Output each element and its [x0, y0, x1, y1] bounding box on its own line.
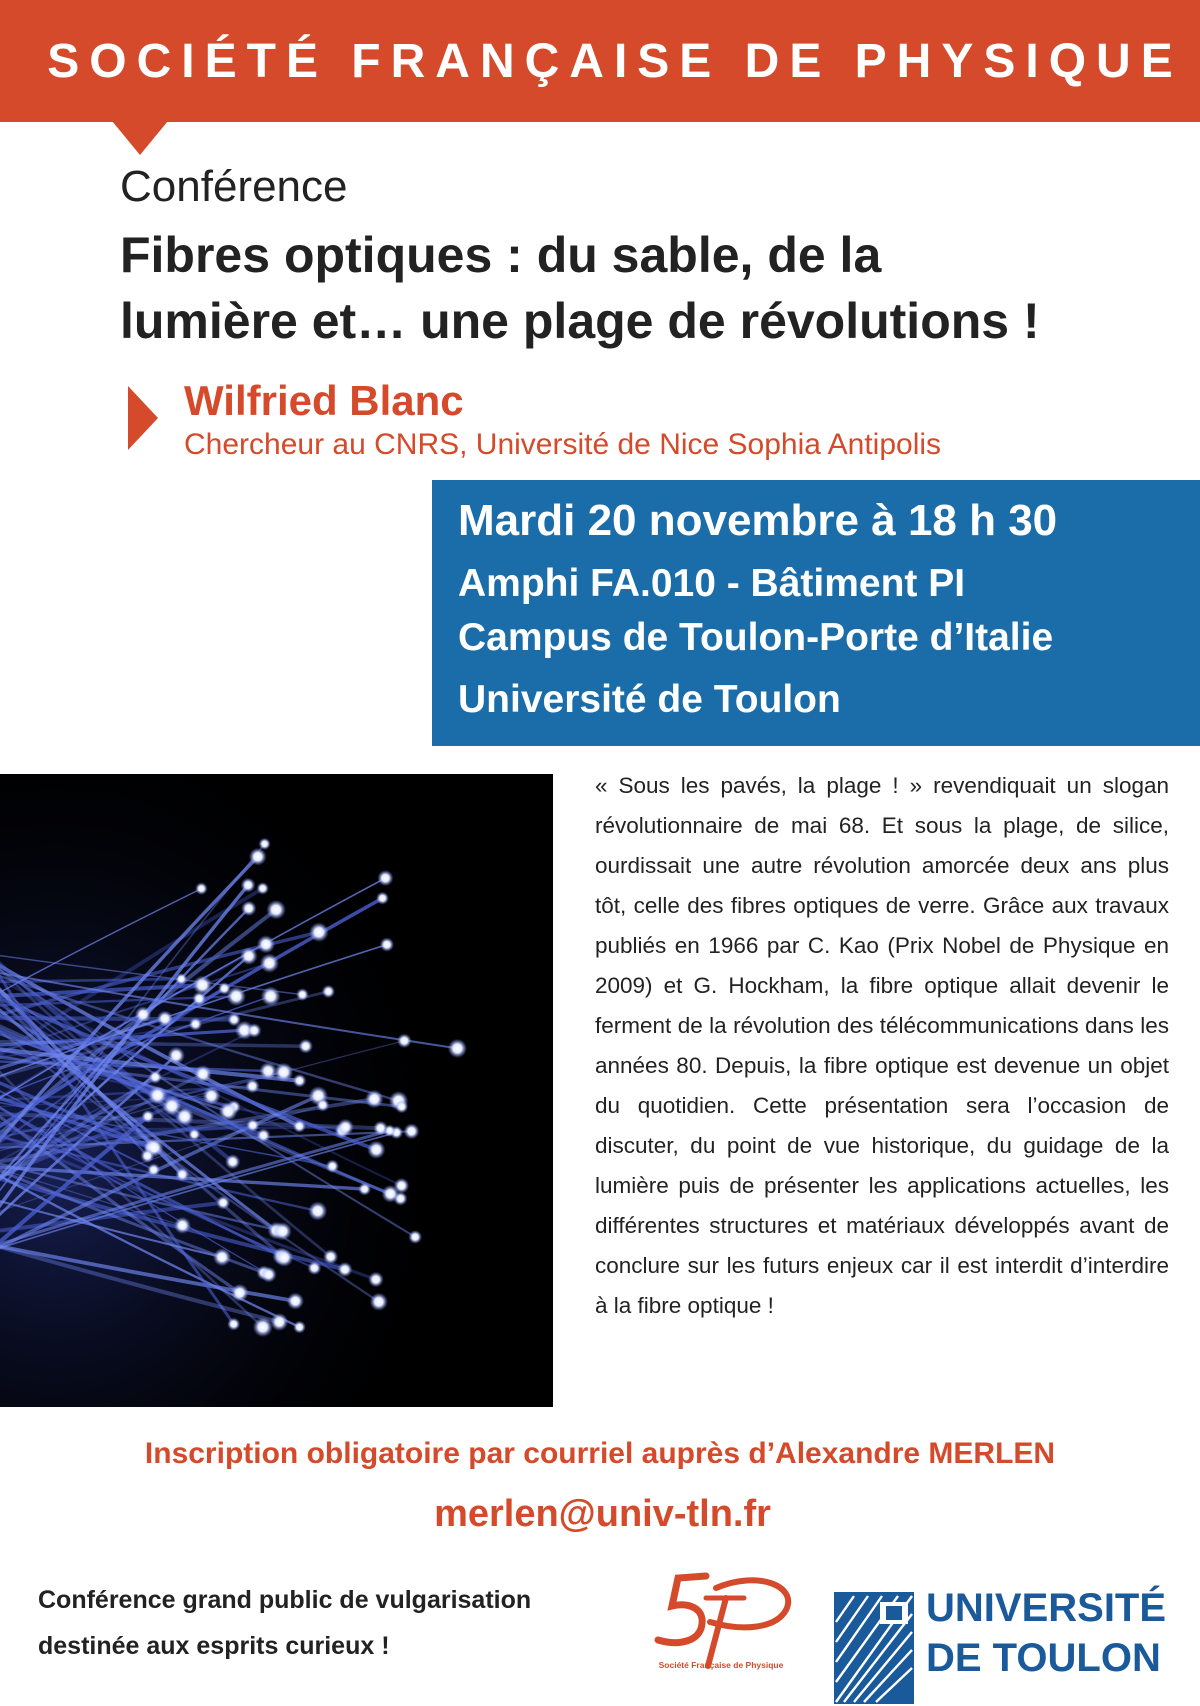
fiber-tip: [380, 937, 394, 951]
fiber-tip: [326, 1160, 339, 1173]
fiber-tip: [216, 1196, 230, 1210]
speaker-affiliation: Chercheur au CNRS, Université de Nice Sophia Antipolis: [184, 428, 942, 461]
fiber-tip: [367, 1141, 385, 1159]
fiber-tip: [368, 1272, 384, 1288]
description-text: « Sous les pavés, la plage ! » revendiquait un slogan révolutionnaire de mai 68. Et sous la plage, de silice, ourdissait une autre révolution amorcée deux ans plus tôt, celle des fibres optiques de verre. Grâce aux travaux publiés en 1966 par C. Kao (Prix Nobel de Physique en 2009) et G. Hockham, la fibre optique allait devenir le ferment de la révolution des télécommunications dans les années 80. Depuis, la fibre optique est devenue un objet du quotidien. Cette présentation sera l’occasion de discuter, du point de vue historique, du guidage de la lumière puis de présenter les applications actuelles, les différentes structures et matériaux développés avant de conclure sur les futurs enjeux car il est interdit d’interdire à la fibre optique !: [595, 773, 1169, 1318]
fiber-tip: [149, 1070, 162, 1083]
fiber-tip: [140, 1149, 154, 1163]
fiber-tip: [194, 1065, 212, 1083]
fiber-tip: [270, 1313, 288, 1331]
fiber-tip: [219, 1102, 238, 1121]
fiber-tip: [189, 1017, 202, 1030]
fiber-tip: [337, 1119, 354, 1136]
fiber-tip: [308, 1201, 327, 1220]
fiber-tip: [193, 975, 212, 994]
talk-kicker: Conférence: [120, 162, 348, 211]
organization-title: SOCIÉTÉ FRANÇAISE DE PHYSIQUE: [47, 34, 1183, 88]
fiber-tip: [261, 1267, 277, 1283]
fiber-tip: [376, 892, 389, 905]
fiber-tip: [266, 900, 286, 920]
fiber-tip: [245, 1079, 259, 1093]
talk-title: [120, 222, 1180, 354]
fiber-tip: [448, 1039, 467, 1058]
fiber-tip: [157, 1011, 173, 1027]
fiber-tip: [298, 1039, 313, 1054]
fiber-tip: [275, 1249, 293, 1267]
fiber-tip: [256, 882, 269, 895]
fiber-tip: [257, 1128, 271, 1142]
fiber-tip: [293, 1120, 306, 1133]
event-info-box: [432, 480, 1200, 746]
fiber-tip: [404, 1123, 420, 1139]
fiber-tip: [397, 1034, 412, 1049]
fiber-tip: [293, 1321, 306, 1334]
fiber-tip: [257, 935, 275, 953]
fiber-tip: [261, 986, 281, 1006]
fiber-tip: [240, 947, 258, 965]
fiber-tip: [174, 1217, 191, 1234]
audience-note: [38, 1577, 531, 1669]
audience-line-1: Conférence grand public de vulgarisation: [38, 1586, 532, 1614]
fiber-tip: [195, 882, 208, 895]
sfp-logo: [648, 1562, 794, 1674]
ut-line-2: DE TOULON: [926, 1636, 1161, 1680]
fiber-tip: [307, 1261, 321, 1275]
fiber-tip: [373, 1121, 388, 1136]
fiber-tip: [141, 1110, 154, 1123]
fiber-tip: [249, 848, 267, 866]
fiber-tip: [253, 1317, 273, 1337]
talk-title-line-1: Fibres optiques : du sable, de la: [120, 227, 882, 283]
fiber-tip: [274, 1063, 293, 1082]
fiber-tip: [293, 1074, 307, 1088]
fiber-tip: [247, 1023, 262, 1038]
event-campus: Campus de Toulon-Porte d’Italie: [458, 616, 1054, 659]
fiber-tip: [394, 1178, 410, 1194]
fiber-tip: [175, 1168, 189, 1182]
registration-email-link[interactable]: merlen@univ-tln.fr: [434, 1493, 771, 1535]
fiber-tip: [287, 1293, 304, 1310]
fiber-tip: [246, 1119, 259, 1132]
fiber-tip: [370, 1293, 388, 1311]
fiber-tip: [227, 1318, 240, 1331]
fiber-tip: [296, 988, 309, 1001]
fiber-tip: [241, 878, 256, 893]
fiber-tip: [395, 1100, 408, 1113]
event-datetime: Mardi 20 novembre à 18 h 30: [458, 496, 1058, 545]
fiber-tip: [358, 1183, 371, 1196]
fiber-tip: [322, 985, 335, 998]
fiber-tip: [213, 1248, 231, 1266]
triangle-right-icon: [128, 386, 158, 450]
fiber-tip: [175, 973, 187, 985]
fiber-optic-illustration: [0, 774, 553, 1407]
event-university: Université de Toulon: [458, 678, 841, 721]
fiber-tip: [273, 1222, 291, 1240]
fiber-tip: [147, 1163, 160, 1176]
fiber-tip: [309, 922, 329, 942]
fiber-tip: [188, 1128, 200, 1140]
event-room: Amphi FA.010 - Bâtiment PI: [458, 562, 966, 605]
fiber-tip: [337, 1262, 352, 1277]
fiber-tip: [260, 954, 279, 973]
fiber-tip: [202, 1087, 220, 1105]
talk-title-line-2: lumière et… une plage de révolutions !: [120, 293, 1040, 349]
banner-notch: [112, 121, 168, 155]
fiber-tip: [226, 987, 246, 1007]
sfp-caption: Société Française de Physique: [658, 1660, 784, 1670]
fiber-optic-bundle-image: [0, 774, 553, 1407]
fiber-tip: [365, 1090, 384, 1109]
fiber-tip: [231, 1284, 249, 1302]
fiber-tip: [259, 838, 271, 850]
fiber-tip: [241, 901, 256, 916]
header-banner: [0, 0, 1200, 122]
fiber-tip: [323, 1249, 338, 1264]
universite-de-toulon-wordmark: [926, 1583, 1166, 1683]
registration-text: Inscription obligatoire par courriel auprès d’Alexandre MERLEN: [144, 1437, 1056, 1470]
fiber-tip: [408, 1230, 422, 1244]
fiber-tip: [225, 1154, 240, 1169]
fiber-tip: [227, 1013, 240, 1026]
speaker-name: Wilfried Blanc: [184, 377, 464, 424]
fiber-tip: [175, 1107, 194, 1126]
fiber-tip: [135, 1006, 151, 1022]
fiber-tip: [377, 870, 393, 886]
fiber-tip: [168, 1047, 185, 1064]
ut-line-1: UNIVERSITÉ: [926, 1586, 1167, 1630]
audience-line-2: destinée aux esprits curieux !: [38, 1632, 390, 1660]
fiber-tip: [316, 1098, 329, 1111]
